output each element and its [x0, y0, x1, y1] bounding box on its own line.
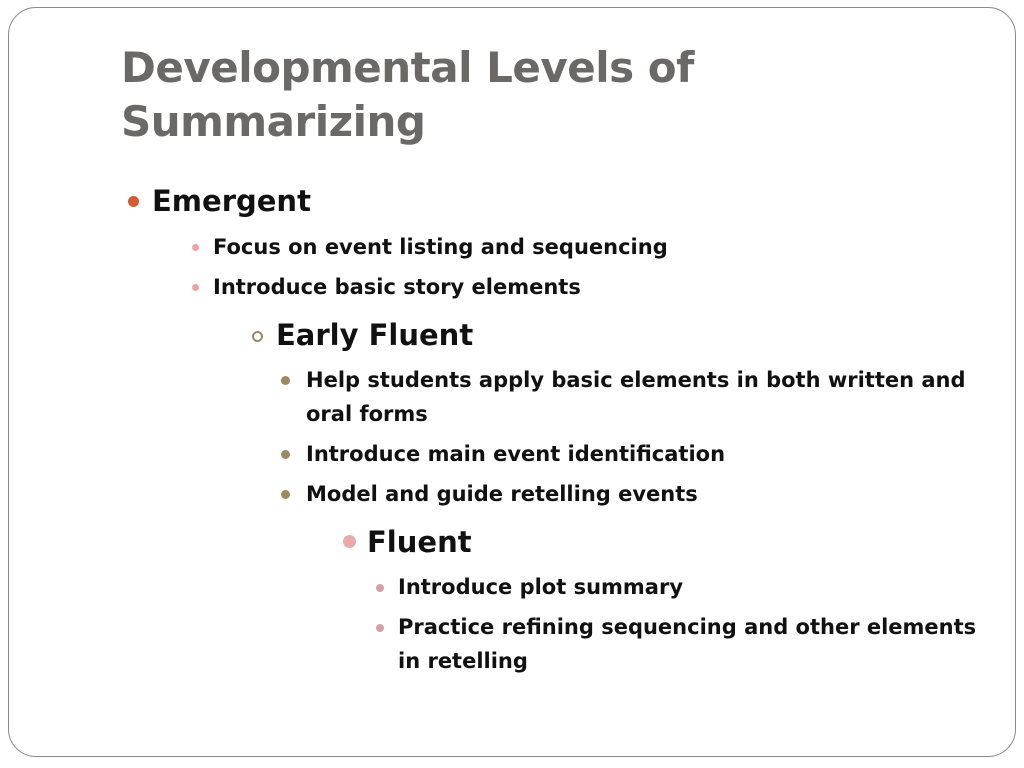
fluent-point-2-text: Practice refining sequencing and other elements in retelling: [398, 615, 977, 673]
emergent-point-1-text: Focus on event listing and sequencing: [213, 235, 668, 259]
early-fluent-point-3-text: Model and guide retelling events: [306, 482, 698, 506]
pink-bullet-icon: [192, 284, 199, 291]
emergent-point-1: [213, 230, 668, 264]
early-fluent-point-3: [306, 477, 978, 511]
slide-frame: [8, 7, 1016, 757]
orange-bullet-icon: [128, 196, 139, 207]
early-fluent-point-1-text: Help students apply basic elements in both written and oral forms: [306, 368, 966, 426]
fluent-label: Fluent: [367, 525, 472, 559]
hollow-circle-bullet-icon: [252, 331, 263, 342]
rose-bullet-icon: [376, 624, 384, 632]
tan-bullet-icon: [281, 376, 290, 385]
early-fluent-label: Early Fluent: [276, 318, 474, 352]
emergent-point-2: [213, 270, 581, 304]
early-fluent-heading: [276, 316, 473, 354]
early-fluent-point-2-text: Introduce main event identification: [306, 442, 726, 466]
emergent-point-2-text: Introduce basic story elements: [213, 275, 581, 299]
slide-title: Developmental Levels of Summarizing: [121, 43, 694, 146]
tan-bullet-icon: [281, 450, 290, 459]
fluent-point-2: [398, 610, 978, 678]
emergent-label: Emergent: [152, 184, 311, 218]
rose-bullet-icon: [376, 584, 384, 592]
emergent-heading: [152, 182, 311, 220]
early-fluent-point-2: [306, 437, 978, 471]
early-fluent-point-1: [306, 363, 978, 431]
fluent-heading: [367, 523, 472, 561]
fluent-point-1-text: Introduce plot summary: [398, 575, 684, 599]
pink-bullet-icon: [192, 244, 199, 251]
tan-bullet-icon: [281, 490, 290, 499]
fluent-point-1: [398, 570, 978, 604]
pink-bullet-icon: [343, 535, 356, 548]
slide-bullet-list: [9, 8, 1024, 768]
